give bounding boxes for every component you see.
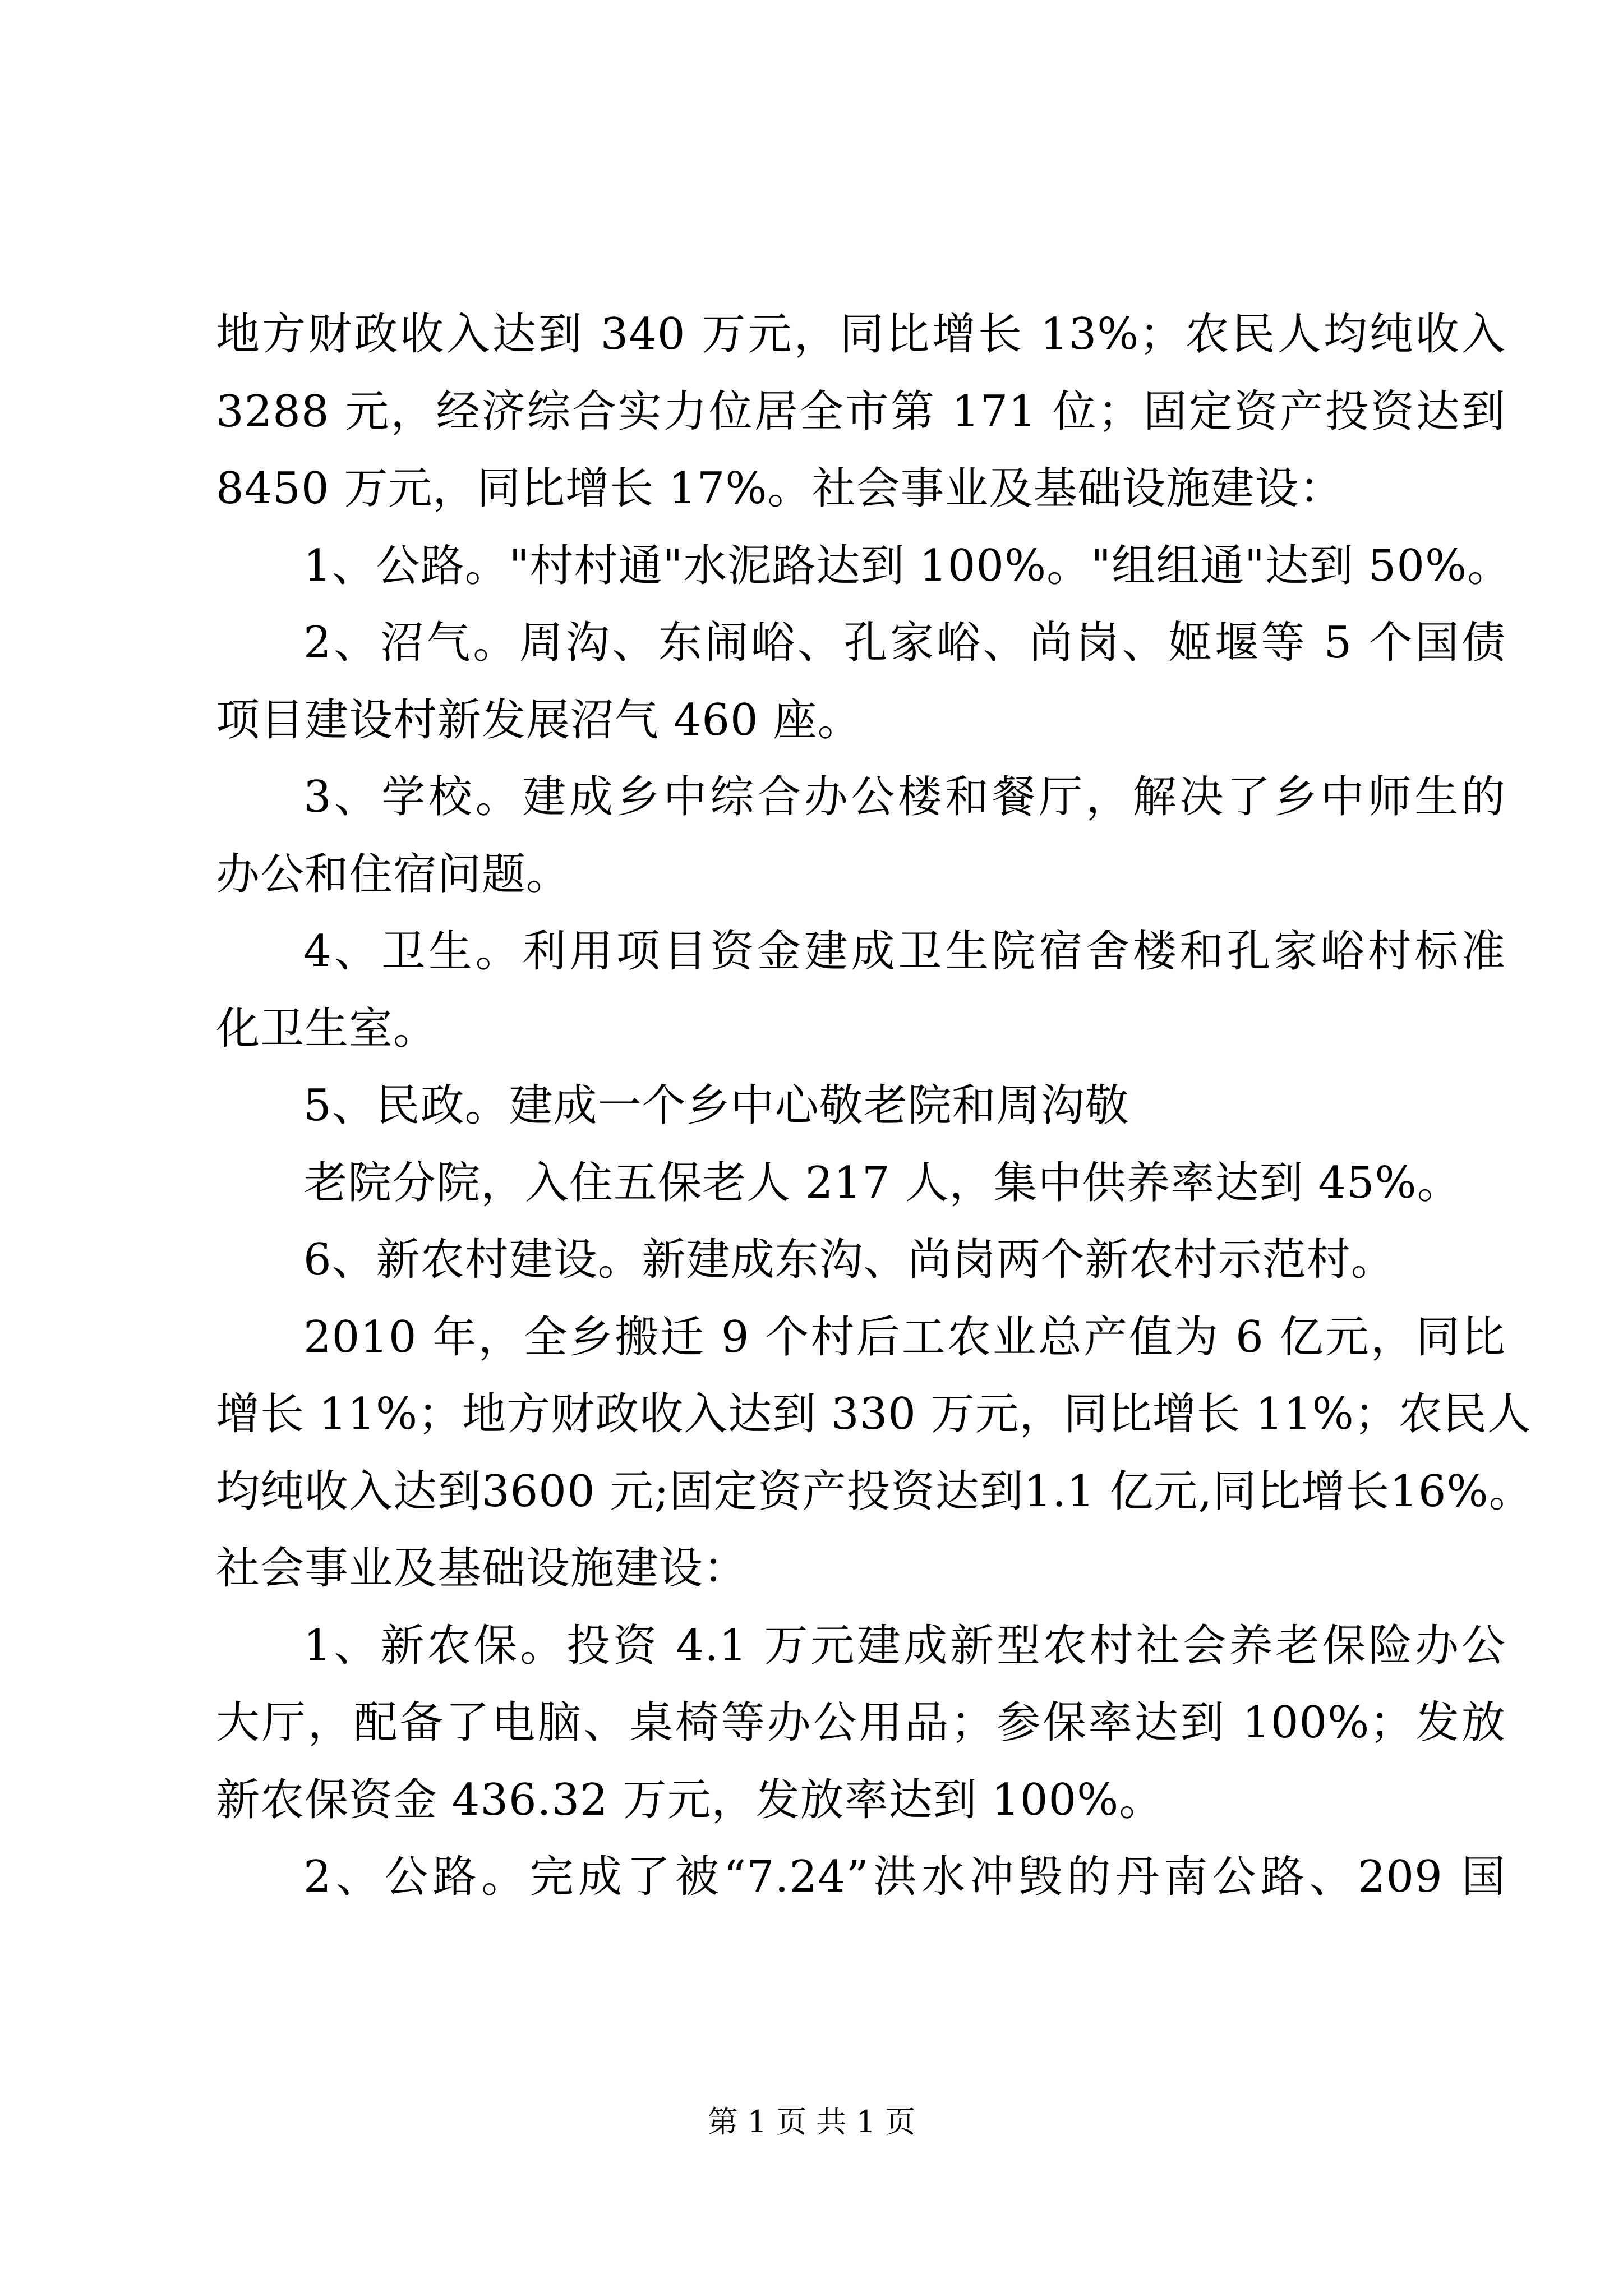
text-line: 1、新农保。投资 4.1 万元建成新型农村社会养老保险办公 bbox=[303, 1620, 1506, 1671]
text-line: 3、学校。建成乡中综合办公楼和餐厅，解决了乡中师生的 bbox=[303, 772, 1506, 822]
document-body bbox=[216, 296, 1533, 1916]
text-line: 社会事业及基础设施建设： bbox=[216, 1543, 748, 1594]
text-line: 4、卫生。利用项目资金建成卫生院宿舍楼和孔家峪村标准 bbox=[303, 926, 1506, 977]
text-line: 大厅，配备了电脑、桌椅等办公用品；参保率达到 100%；发放 bbox=[216, 1697, 1506, 1748]
page-footer: 第 1 页 共 1 页 bbox=[707, 2104, 916, 2139]
text-line: 6、新农村建设。新建成东沟、尚岗两个新农村示范村。 bbox=[303, 1235, 1395, 1285]
text-line: 2、沼气。周沟、东闹峪、孔家峪、尚岗、姬堰等 5 个国债 bbox=[303, 618, 1506, 668]
text-line: 3288 元，经济综合实力位居全市第 171 位；固定资产投资达到 bbox=[216, 386, 1506, 437]
text-line: 2、公路。完成了被“7.24”洪水冲毁的丹南公路、209 国 bbox=[303, 1852, 1506, 1902]
text-line: 2010 年，全乡搬迁 9 个村后工农业总产值为 6 亿元，同比 bbox=[303, 1312, 1506, 1363]
text-line: 办公和住宿问题。 bbox=[216, 849, 571, 900]
text-line: 项目建设村新发展沼气 460 座。 bbox=[216, 694, 862, 746]
text-line: 地方财政收入达到 340 万元，同比增长 13%；农民人均纯收入 bbox=[216, 309, 1506, 360]
text-line: 老院分院，入住五保老人 217 人，集中供养率达到 45%。 bbox=[303, 1157, 1461, 1208]
text-line: 新农保资金 436.32 万元，发放率达到 100%。 bbox=[216, 1774, 1164, 1825]
text-line: 均纯收入达到3600 元;固定资产投资达到1.1 亿元,同比增长16%。 bbox=[216, 1466, 1533, 1517]
text-line: 5、民政。建成一个乡中心敬老院和周沟敬 bbox=[303, 1080, 1129, 1131]
text-line: 增长 11%；地方财政收入达到 330 万元，同比增长 11%；农民人 bbox=[216, 1389, 1532, 1439]
text-line: 化卫生室。 bbox=[216, 1003, 438, 1054]
text-line: 8450 万元，同比增长 17%。社会事业及基础设施建设： bbox=[216, 463, 1344, 514]
text-line: 1、公路。"村村通"水泥路达到 100%。"组组通"达到 50%。 bbox=[303, 540, 1512, 591]
